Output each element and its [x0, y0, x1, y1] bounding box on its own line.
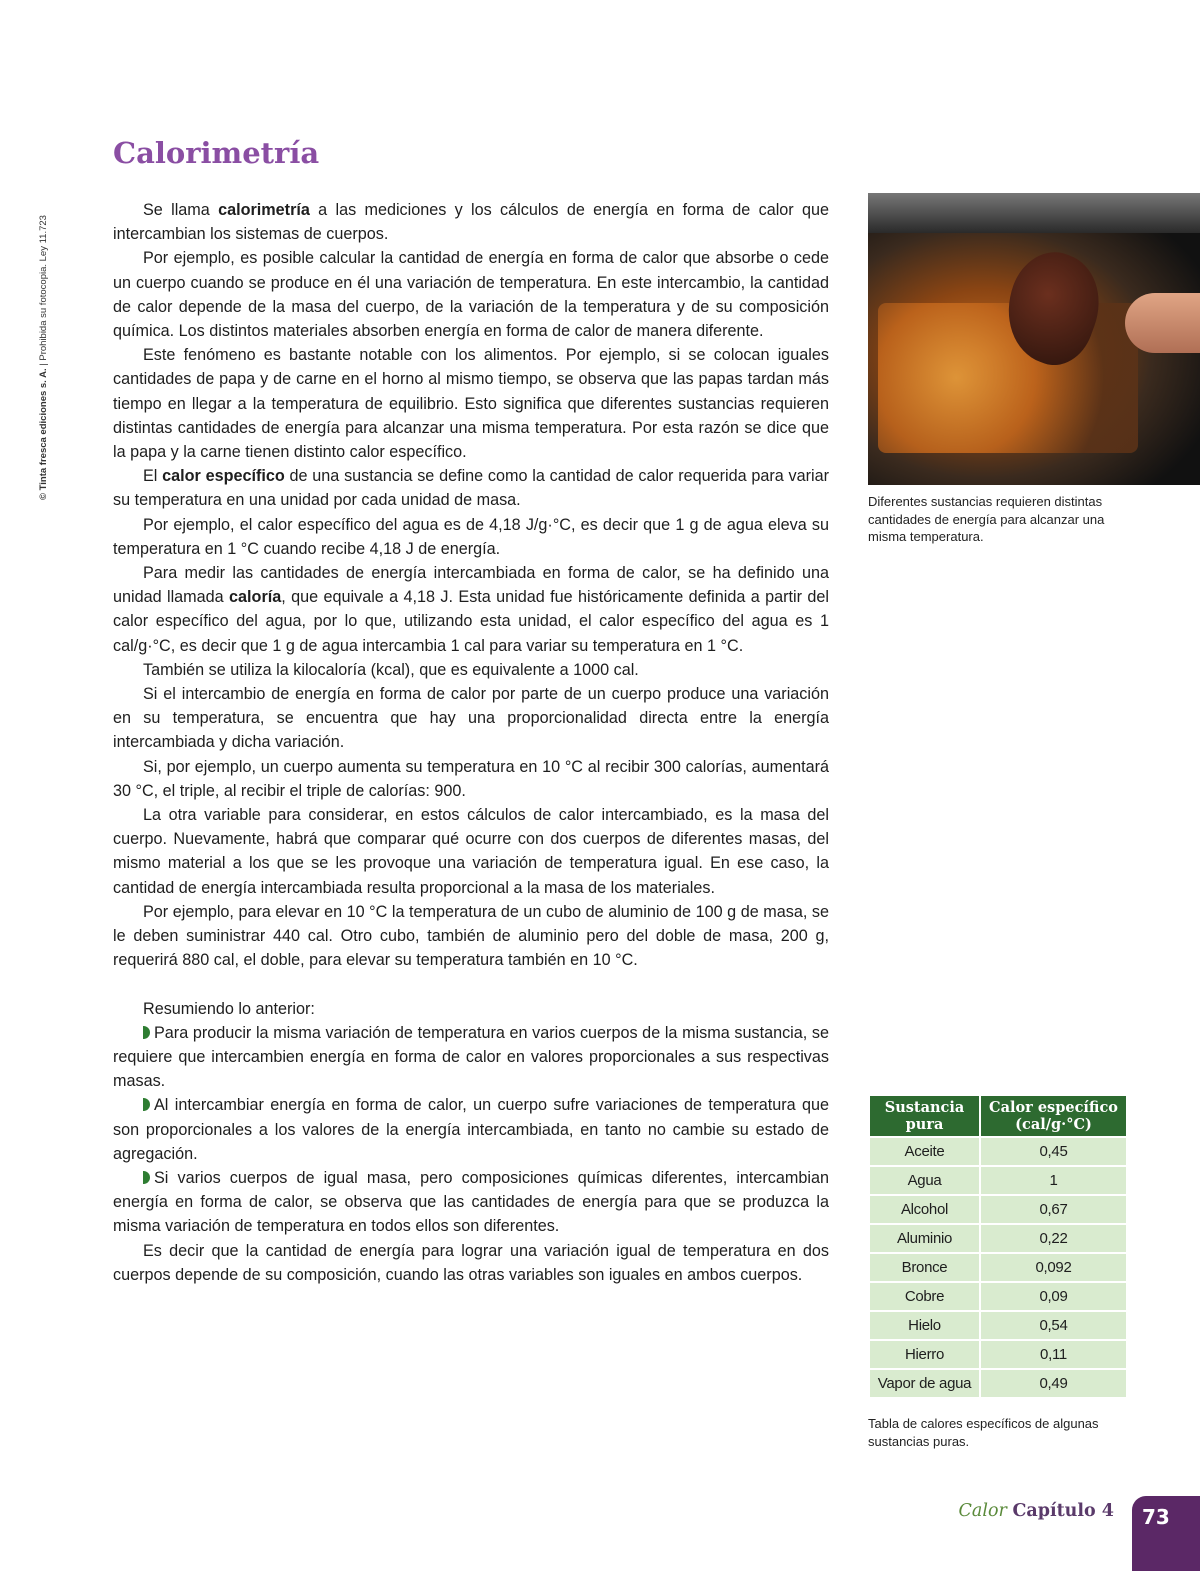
bullet-item: Si varios cuerpos de igual masa, pero composiciones químicas diferentes, intercambian energía en forma de calor, se observa que las cantidades de energía para que se produzca la misma variación de temperatura en todos ellos son diferentes.	[113, 1168, 829, 1236]
value-cell: 1	[980, 1166, 1127, 1195]
bullet-item: Al intercambiar energía en forma de calor, un cuerpo sufre variaciones de temperatura que son proporcionales a los valores de la energía intercambiada, en tanto no cambie su estado de agregación.	[113, 1096, 829, 1163]
bullet-icon	[143, 1171, 150, 1184]
paragraph: Por ejemplo, para elevar en 10 °C la temperatura de un cubo de aluminio de 100 g de masa, se le deben suministrar 440 cal. Otro cubo, también de aluminio pero del doble de masa, 200 g, requerirá 880 cal, el doble, para elevar su temperatura también en 10 °C.	[113, 902, 829, 970]
separator: |	[38, 363, 49, 366]
law-label: Prohibida su fotocopia. Ley 11.723	[38, 215, 49, 361]
summary-intro: Resumiendo lo anterior:	[143, 999, 315, 1018]
table-row	[869, 1137, 1127, 1166]
header-substance: Sustancia pura	[869, 1095, 980, 1137]
value-cell: 0,22	[980, 1224, 1127, 1253]
substance-cell: Hielo	[869, 1311, 980, 1340]
term-calorimetria: calorimetría	[218, 201, 310, 219]
copyright-note	[38, 215, 49, 500]
value-cell: 0,45	[980, 1137, 1127, 1166]
paragraph: Para medir las cantidades de energía intercambiada en forma de calor, se ha definido una unidad llamada caloría, que equivale a 4,18 J. Esta unidad fue históricamente definida a partir del calor específico del agua, por lo que, utilizando esta unidad, el calor específico del agua es 1 cal/g·°C, es decir que 1 g de agua intercambia 1 cal para variar su temperatura en 1 °C.	[113, 564, 829, 655]
topic-label: Calor	[958, 1501, 1007, 1521]
table-caption: Tabla de calores específicos de algunas sustancias puras.	[868, 1416, 1099, 1449]
paragraph: El calor específico de una sustancia se define como la cantidad de calor requerida para variar su temperatura en una unidad por cada unidad de masa.	[113, 467, 829, 510]
chapter-footer	[959, 1501, 1114, 1521]
paragraph: Este fenómeno es bastante notable con los alimentos. Por ejemplo, si se colocan iguales cantidades de papa y de carne en el horno al mismo tiempo, se observa que las papas tardan más tiempo en llegar a la temperatura de equilibrio. Esto significa que diferentes sustancias requieren distintas cantidades de energía para alcanzar una misma temperatura. Por esta razón se dice que la papa y la carne tienen distinto calor específico.	[113, 346, 829, 462]
value-cell: 0,49	[980, 1369, 1127, 1398]
term-caloria: caloría	[229, 588, 282, 607]
paragraph: También se utiliza la kilocaloría (kcal), que es equivalente a 1000 cal.	[143, 660, 639, 679]
table-row	[869, 1253, 1127, 1282]
substance-cell: Aluminio	[869, 1224, 980, 1253]
table-row	[869, 1340, 1127, 1369]
table-row	[869, 1311, 1127, 1340]
paragraph: Por ejemplo, el calor específico del agua es de 4,18 J/g·°C, es decir que 1 g de agua eleva su temperatura en 1 °C cuando recibe 4,18 J de energía.	[113, 515, 829, 558]
term-calor-especifico: calor específico	[162, 467, 285, 486]
paragraph: La otra variable para considerar, en estos cálculos de calor intercambiado, es la masa del cuerpo. Nuevamente, habrá que comparar qué ocurre con dos cuerpos de diferentes masas, del mismo material a los que se les provoque una variación de temperatura igual. En ese caso, la cantidad de energía intercambiada resulta proporcional a la masa de los materiales.	[113, 806, 829, 897]
substance-cell: Vapor de agua	[869, 1369, 980, 1398]
publisher-label: © Tinta fresca ediciones s. A.	[38, 368, 49, 500]
bullet-icon	[143, 1026, 150, 1039]
paragraph: Se llama calorimetría a las mediciones y los cálculos de energía en forma de calor que intercambian los sistemas de cuerpos.	[113, 201, 830, 244]
page-title: Calorimetría	[113, 136, 320, 170]
value-cell: 0,54	[980, 1311, 1127, 1340]
value-cell: 0,092	[980, 1253, 1127, 1282]
table-row	[869, 1195, 1127, 1224]
main-text	[113, 198, 829, 1287]
value-cell: 0,67	[980, 1195, 1127, 1224]
header-value: Calor específico (cal/g·°C)	[980, 1095, 1127, 1137]
table-row	[869, 1224, 1127, 1253]
table-row	[869, 1166, 1127, 1195]
bullet-icon	[143, 1098, 150, 1111]
paragraph: Si, por ejemplo, un cuerpo aumenta su temperatura en 10 °C al recibir 300 calorías, aumentará 30 °C, el triple, al recibir el triple de calorías: 900.	[113, 757, 829, 800]
table-row	[869, 1369, 1127, 1398]
substance-cell: Agua	[869, 1166, 980, 1195]
paragraph: Por ejemplo, es posible calcular la cantidad de energía en forma de calor que absorbe o cede un cuerpo cuando se produce en él una variación de temperatura. En este intercambio, la cantidad de calor depende de la masa del cuerpo, de la variación de la temperatura y de su composición química. Los distintos materiales absorben energía en forma de calor de manera diferente.	[113, 249, 829, 341]
substance-cell: Cobre	[869, 1282, 980, 1311]
specific-heat-table	[868, 1094, 1128, 1399]
bullet-item: Para producir la misma variación de temperatura en varios cuerpos de la misma sustancia, se requiere que intercambien energía en forma de calor en valores proporcionales a sus respectivas masas.	[113, 1023, 829, 1091]
value-cell: 0,09	[980, 1282, 1127, 1311]
substance-cell: Aceite	[869, 1137, 980, 1166]
photo-caption: Diferentes sustancias requieren distintas cantidades de energía para alcanzar una misma temperatura.	[868, 494, 1105, 544]
paragraph: Es decir que la cantidad de energía para lograr una variación igual de temperatura en dos cuerpos depende de su composición, cuando las otras variables son iguales en ambos cuerpos.	[113, 1241, 829, 1284]
substance-cell: Hierro	[869, 1340, 980, 1369]
paragraph: Si el intercambio de energía en forma de calor por parte de un cuerpo produce una variación en su temperatura, se encuentra que hay una proporcionalidad directa entre la energía intercambiada y dicha variación.	[113, 685, 829, 752]
substance-cell: Alcohol	[869, 1195, 980, 1224]
table-row	[869, 1282, 1127, 1311]
substance-cell: Bronce	[869, 1253, 980, 1282]
page-number: 73	[1132, 1496, 1200, 1571]
oven-photo	[868, 193, 1200, 485]
value-cell: 0,11	[980, 1340, 1127, 1369]
chapter-label: Capítulo 4	[1012, 1501, 1114, 1521]
